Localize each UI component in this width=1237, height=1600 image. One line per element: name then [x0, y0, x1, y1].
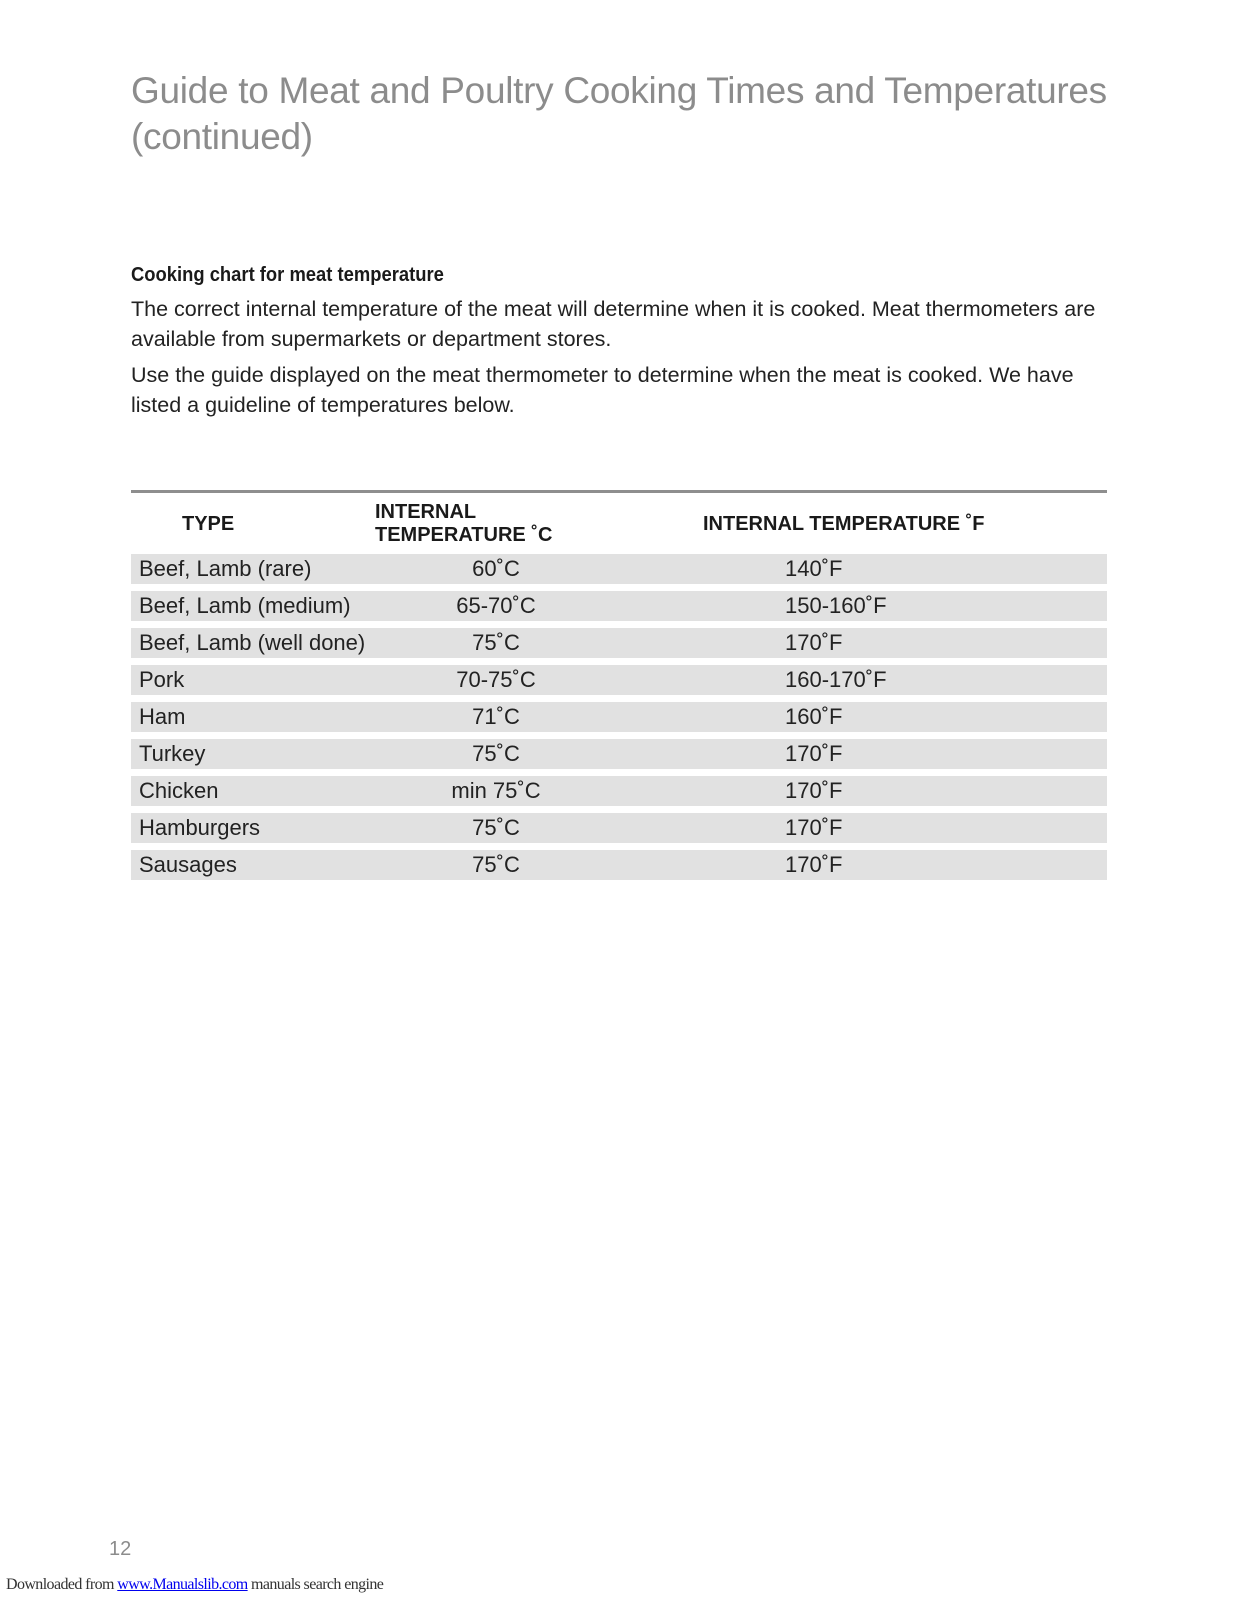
cell-type: Ham	[131, 702, 371, 732]
section-heading: Cooking chart for meat temperature	[131, 264, 444, 286]
cell-fahrenheit: 170˚F	[621, 813, 1107, 843]
cell-fahrenheit: 160-170˚F	[621, 665, 1107, 695]
cell-celsius: 75˚C	[371, 813, 621, 843]
cell-fahrenheit: 170˚F	[621, 850, 1107, 880]
table-row	[131, 776, 1107, 806]
table-body	[131, 554, 1107, 880]
cell-celsius: 75˚C	[371, 628, 621, 658]
cell-type: Chicken	[131, 776, 371, 806]
cell-celsius: min 75˚C	[371, 776, 621, 806]
cell-fahrenheit: 170˚F	[621, 628, 1107, 658]
download-footer	[6, 1576, 383, 1594]
cell-type: Sausages	[131, 850, 371, 880]
footer-prefix: Downloaded from	[6, 1576, 118, 1593]
cell-type: Beef, Lamb (medium)	[131, 591, 371, 621]
cell-type: Hamburgers	[131, 813, 371, 843]
table-row	[131, 665, 1107, 695]
manualslib-link[interactable]: www.Manualslib.com	[117, 1576, 248, 1593]
header-type: TYPE	[182, 512, 235, 535]
table-row	[131, 702, 1107, 732]
cell-type: Turkey	[131, 739, 371, 769]
header-celsius: INTERNAL TEMPERATURE ˚C	[375, 501, 553, 546]
cell-fahrenheit: 170˚F	[621, 776, 1107, 806]
cell-fahrenheit: 150-160˚F	[621, 591, 1107, 621]
page-title: Guide to Meat and Poultry Cooking Times and Temperatures (continued)	[131, 70, 1107, 157]
cell-fahrenheit: 170˚F	[621, 739, 1107, 769]
temperature-table	[131, 490, 1107, 887]
header-fahrenheit: INTERNAL TEMPERATURE ˚F	[703, 512, 985, 535]
cell-celsius: 70-75˚C	[371, 665, 621, 695]
intro-paragraph: The correct internal temperature of the meat will determine when it is cooked. Meat thermometers are available from supermarkets or department stores.	[131, 297, 1096, 351]
cell-type: Beef, Lamb (rare)	[131, 554, 371, 584]
cell-celsius: 71˚C	[371, 702, 621, 732]
cell-type: Pork	[131, 665, 371, 695]
table-row	[131, 628, 1107, 658]
cell-type: Beef, Lamb (well done)	[131, 628, 371, 658]
table-row	[131, 739, 1107, 769]
cell-fahrenheit: 160˚F	[621, 702, 1107, 732]
footer-suffix: manuals search engine	[247, 1576, 384, 1593]
cell-celsius: 65-70˚C	[371, 591, 621, 621]
page-number: 12	[109, 1538, 132, 1560]
table-header-row	[131, 497, 1107, 547]
guideline-paragraph: Use the guide displayed on the meat thermometer to determine when the meat is cooked. We have listed a guideline of temperatures below.	[131, 363, 1074, 417]
cell-celsius: 75˚C	[371, 850, 621, 880]
table-row	[131, 850, 1107, 880]
table-row	[131, 554, 1107, 584]
cell-celsius: 60˚C	[371, 554, 621, 584]
table-row	[131, 813, 1107, 843]
cell-fahrenheit: 140˚F	[621, 554, 1107, 584]
cell-celsius: 75˚C	[371, 739, 621, 769]
table-row	[131, 591, 1107, 621]
